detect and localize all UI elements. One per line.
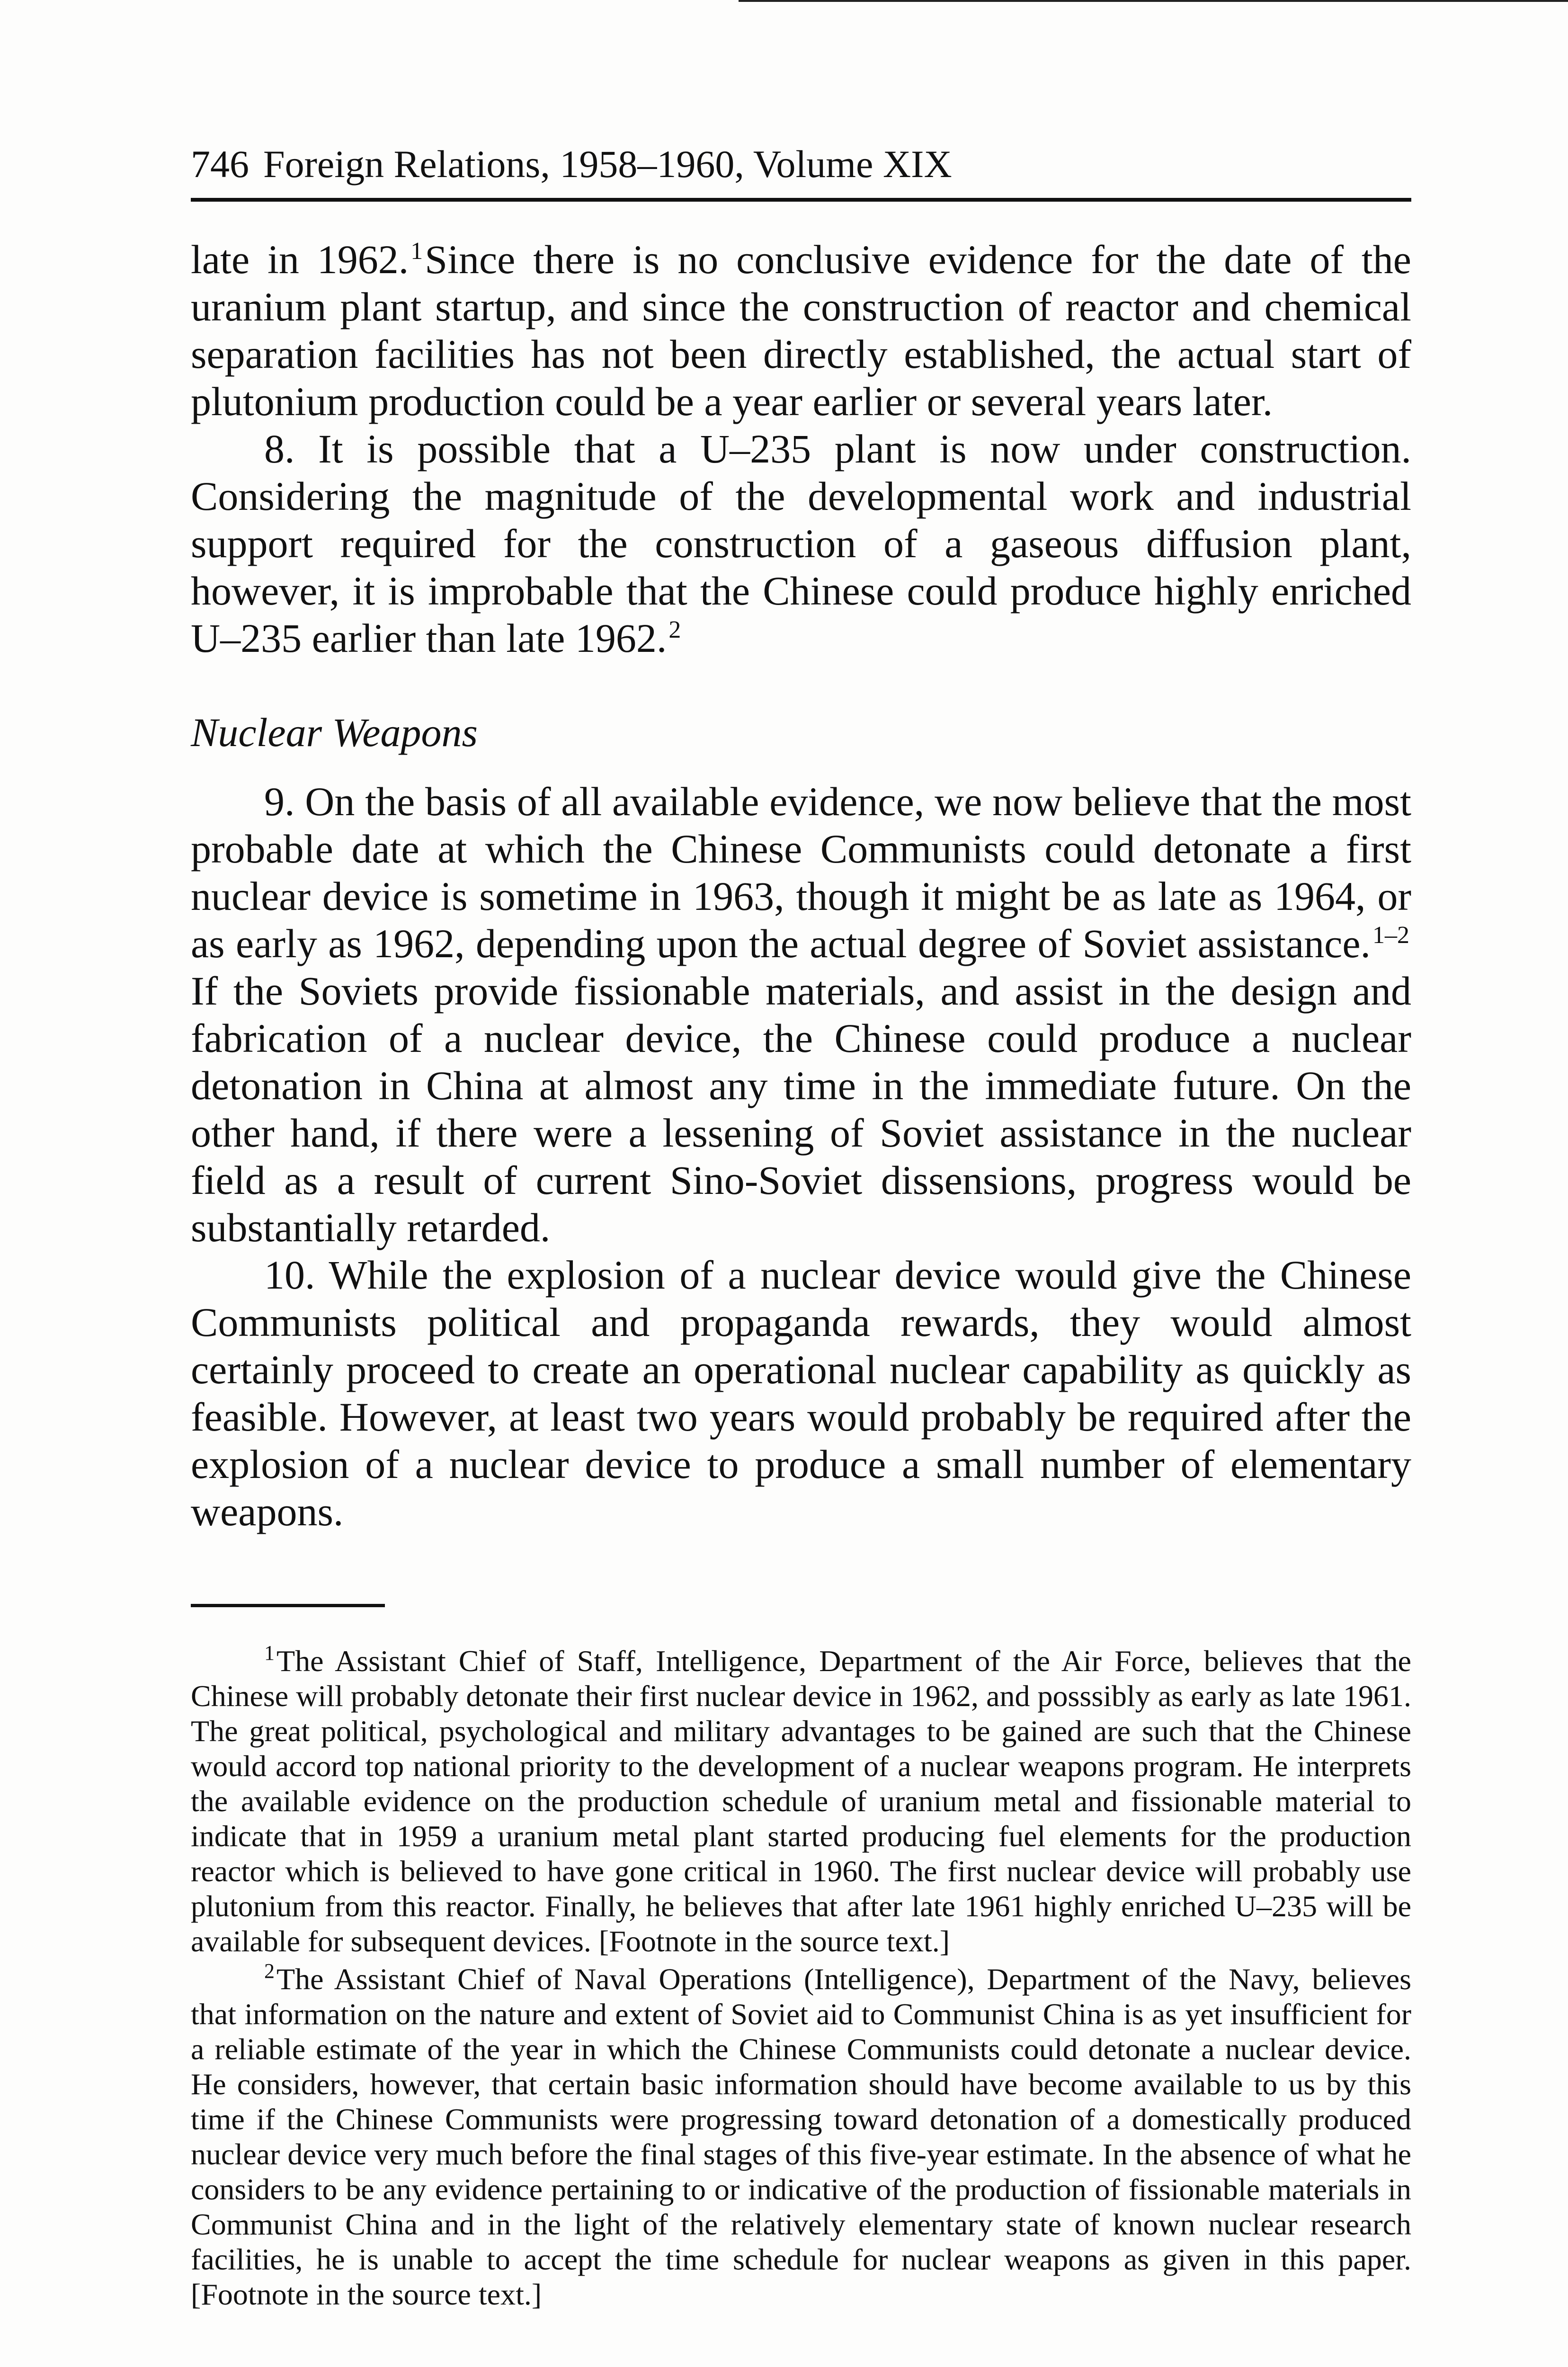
paragraph-9: [191, 778, 1411, 1251]
main-text-section: [191, 778, 1411, 1535]
footnotes: [191, 1641, 1411, 2315]
footnote-1: [191, 1641, 1411, 1959]
page-number: 746: [191, 142, 249, 186]
paragraph-10: 10. While the explosion of a nuclear device would give the Chinese Communists political and propaganda rewards, they would almost certainly proceed to create an operational nuclear capability as quickly as feasible. However, at least two years would probably be required after the explosion of a nuclear device to produce a small number of elementary weapons.: [191, 1252, 1411, 1534]
scan-top-edge-line: [739, 0, 1568, 2]
footnote-text: The Assistant Chief of Staff, Intelligence, Department of the Air Force, believes that the Chinese will probably detonate their first nuclear device in 1962, and posssibly as early as late 1961. The great political, psychological and military advantages to be gained are such that the Chinese would accord top national priority to the development of a nuclear weapons program. He interprets the available evidence on the production schedule of uranium metal and fissionable material to indicate that in 1959 a uranium metal plant started producing fuel elements for the production reactor which is believed to have gone critical in 1960. The first nuclear device will probably use plutonium from this reactor. Finally, he believes that after late 1961 highly enriched U–235 will be available for subsequent devices. [Footnote in the source text.]: [191, 1644, 1411, 1958]
footnote-ref[interactable]: 2: [668, 616, 681, 643]
footnote-separator: [191, 1604, 385, 1607]
footnote-2: [191, 1959, 1411, 2312]
main-text-upper: [191, 236, 1411, 662]
running-head: [191, 138, 1408, 190]
section-heading: Nuclear Weapons: [191, 710, 478, 755]
footnote-ref[interactable]: 1: [410, 238, 423, 265]
running-head-title: Foreign Relations, 1958–1960, Volume XIX: [263, 142, 952, 186]
header-rule: [191, 198, 1411, 202]
footnote-marker: 1: [264, 1641, 275, 1664]
text-run: 9. On the basis of all available evidence, we now believe that the most probable date at which the Chinese Communists could detonate a first nuclear device is sometime in 1963, though it might be as late as 1964, or as early as 1962, depending upon the actual degree of Soviet assistance.: [191, 779, 1411, 966]
text-run: late in 1962.: [191, 237, 409, 282]
text-run: If the Soviets provide fissionable materials, and assist in the design and fabrication of a nuclear device, the Chinese could produce a nuclear detonation in China at almost any time in the immediate future. On the other hand, if there were a lessening of Soviet assistance in the nuclear field as a result of current Sino-Soviet dissensions, progress would be substantially retarded.: [191, 968, 1411, 1250]
text-run: 8. It is possible that a U–235 plant is now under construction. Considering the magnitude of the developmental work and industrial support required for the construction of a gaseous diffusion plant, however, it is improbable that the Chinese could produce highly enriched U–235 earlier than late 1962.: [191, 426, 1411, 661]
text-run: Since there is no conclusive evidence for the date of the uranium plant startup, and since the construction of reactor and chemical separation facilities has not been directly established, the actual start of plutonium production could be a year earlier or several years later.: [191, 237, 1411, 424]
footnote-marker: 2: [264, 1959, 275, 1983]
paragraph-8: [191, 425, 1411, 662]
paragraph-7-continuation: [191, 236, 1411, 425]
footnote-ref[interactable]: 1–2: [1372, 922, 1409, 949]
footnote-text: The Assistant Chief of Naval Operations (Intelligence), Department of the Navy, believes that information on the nature and extent of Soviet aid to Communist China is as yet insufficient for a reliable estimate of the year in which the Chinese Communists could detonate a nuclear device. He considers, however, that certain basic information should have become available to us by this time if the Chinese Communists were progressing toward detonation of a domestically produced nuclear device very much before the final stages of this five-year estimate. In the absence of what he considers to be any evidence pertaining to or indicative of the production of fissionable materials in Communist China and in the light of the relatively elementary state of known nuclear research facilities, he is unable to accept the time schedule for nuclear weapons as given in this paper. [Footnote in the source text.]: [191, 1962, 1411, 2311]
